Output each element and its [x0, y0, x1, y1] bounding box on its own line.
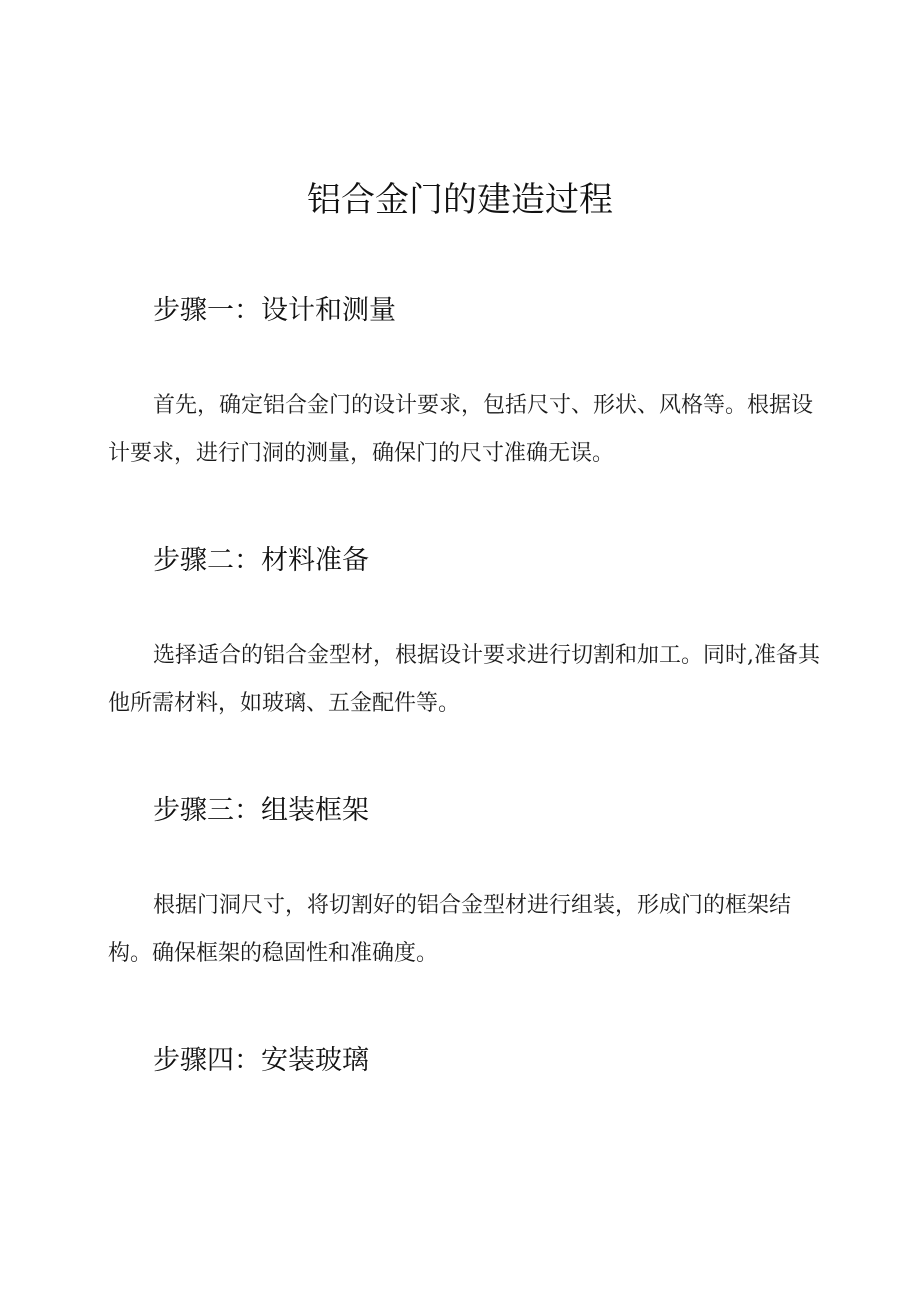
- section-body-step-3: 根据门洞尺寸，将切割好的铝合金型材进行组装，形成门的框架结构。确保框架的稳固性和准确度。: [108, 893, 792, 966]
- section-heading-step-2: 步骤二：材料准备: [153, 545, 369, 576]
- page-title: 铝合金门的建造过程: [307, 180, 613, 220]
- section-heading-step-1: 步骤一：设计和测量: [153, 295, 396, 326]
- section-heading-step-4: 步骤四：安装玻璃: [153, 1045, 369, 1076]
- section-body-step-1: 首先，确定铝合金门的设计要求，包括尺寸、形状、风格等。根据设计要求，进行门洞的测量，确保门的尺寸准确无误。: [108, 393, 814, 466]
- section-heading-step-3: 步骤三：组装框架: [153, 795, 369, 826]
- section-body-step-2: 选择适合的铝合金型材，根据设计要求进行切割和加工。同时,准备其他所需材料，如玻璃、五金配件等。: [108, 643, 820, 716]
